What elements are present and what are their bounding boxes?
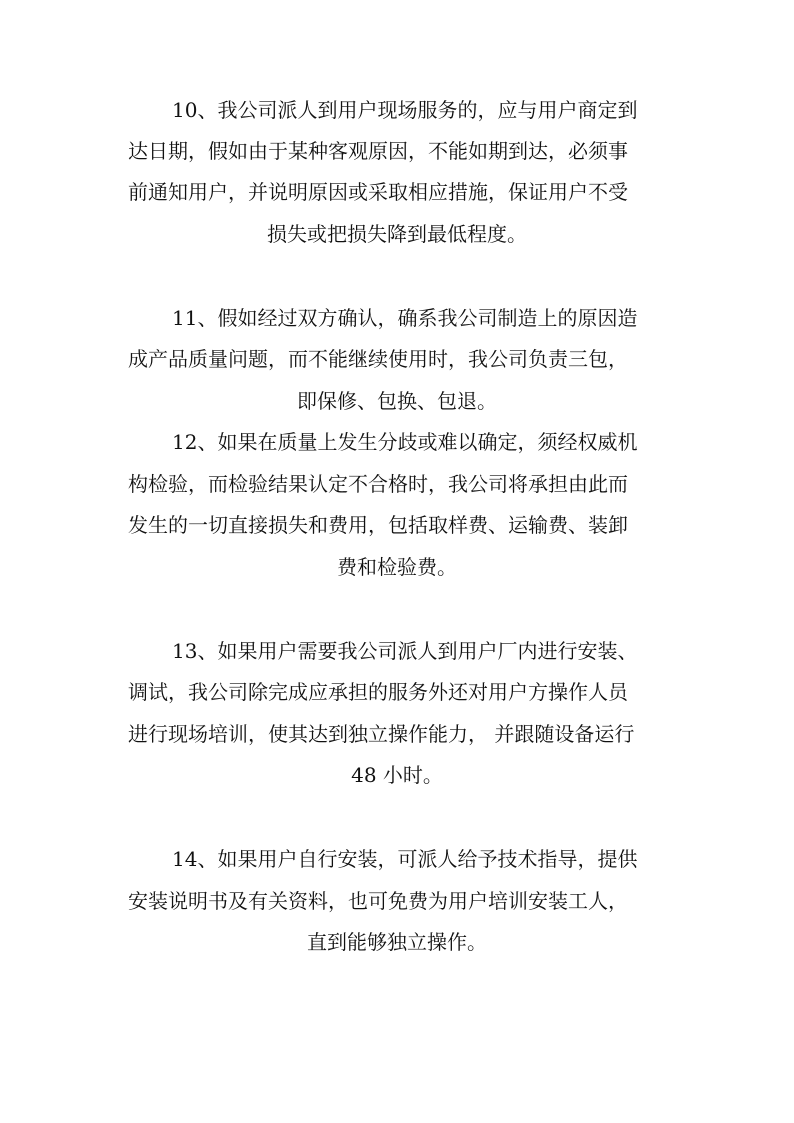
paragraph-12-line-2: 构检验，而检验结果认定不合格时，我公司将承担由此而	[128, 472, 628, 496]
paragraph-10-line-1: 10、我公司派人到用户现场服务的，应与用户商定到	[172, 98, 638, 122]
paragraph-14-line-3: 直到能够独立操作。	[307, 930, 487, 954]
paragraph-10-line-2: 达日期，假如由于某种客观原因，不能如期到达，必须事	[128, 139, 628, 163]
paragraph-11-line-3: 即保修、包换、包退。	[297, 389, 497, 413]
paragraph-14-line-1: 14、如果用户自行安装，可派人给予技术指导，提供	[172, 847, 638, 871]
paragraph-10-line-3: 前通知用户，并说明原因或采取相应措施，保证用户不受	[128, 180, 628, 204]
paragraph-11-line-1: 11、假如经过双方确认，确系我公司制造上的原因造	[172, 306, 638, 330]
paragraph-13-line-1: 13、如果用户需要我公司派人到用户厂内进行安装、	[172, 639, 638, 663]
paragraph-10-line-4: 损失或把损失降到最低程度。	[267, 222, 527, 246]
paragraph-13-line-3: 进行现场培训，使其达到独立操作能力， 并跟随设备运行	[128, 722, 635, 746]
paragraph-12-line-3: 发生的一切直接损失和费用，包括取样费、运输费、装卸	[128, 513, 628, 537]
paragraph-12-line-4: 费和检验费。	[337, 555, 457, 579]
paragraph-11-line-2: 成产品质量问题，而不能继续使用时，我公司负责三包，	[128, 347, 628, 371]
paragraph-13-line-2: 调试，我公司除完成应承担的服务外还对用户方操作人员	[128, 680, 628, 704]
paragraph-13-line-4: 48 小时。	[351, 763, 443, 787]
paragraph-14-line-2: 安装说明书及有关资料，也可免费为用户培训安装工人，	[128, 889, 628, 913]
paragraph-12-line-1: 12、如果在质量上发生分歧或难以确定，须经权威机	[172, 430, 638, 454]
